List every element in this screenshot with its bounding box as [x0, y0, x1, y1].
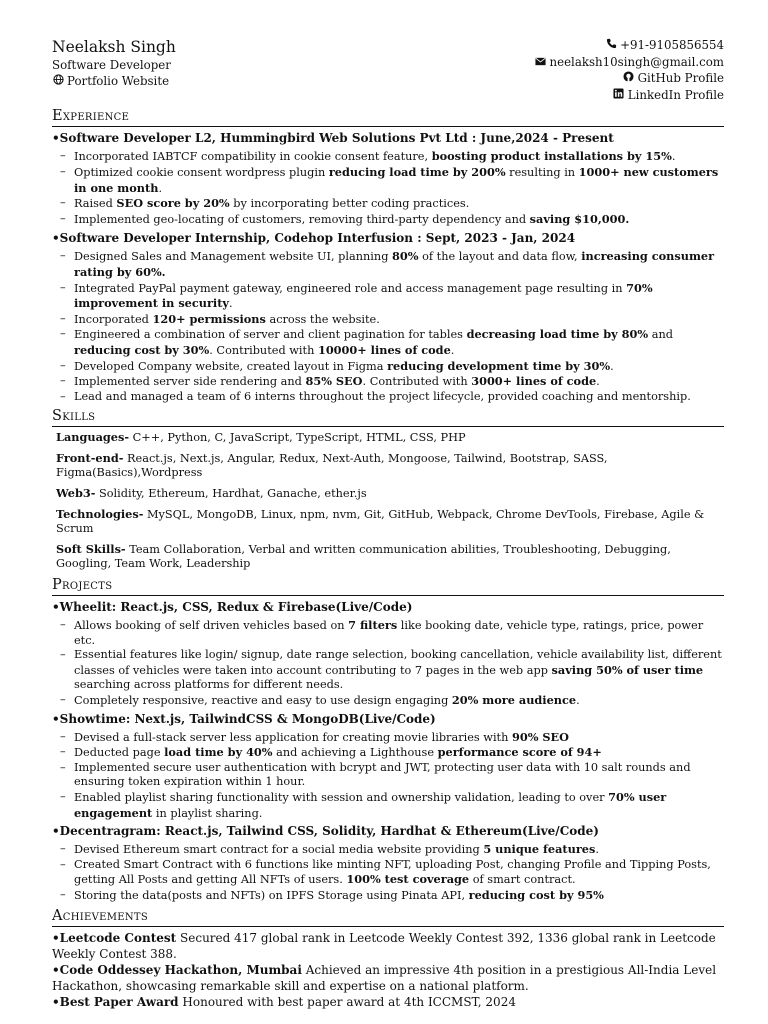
achievement-value: Secured 417 global rank in Leetcode Weekly Contest 392, 1336 global rank in Leetcode Weekly Contest 388.	[52, 930, 716, 961]
text-run: .	[576, 694, 580, 707]
project-bullet-item	[74, 790, 724, 821]
bold-text: 20% more audience	[451, 693, 577, 707]
bold-text: reducing development time by 30%	[387, 358, 611, 373]
text-run: Engineered a combination of server and client pagination for tables	[74, 328, 467, 342]
project-bullet-item	[74, 618, 724, 648]
text-run: .	[158, 181, 163, 195]
text-run: . Contributed with	[209, 343, 318, 357]
bullet-mark: •	[52, 994, 60, 1009]
globe-icon	[52, 74, 64, 91]
bold-text: performance score of 94+	[437, 745, 602, 760]
text-run: Essential features like login/ signup, date range selection, booking cancellation, vehicle availability list, different classes of vehicles were taken into account contributing to 7 pages in the web app	[74, 648, 722, 677]
text-run: .	[610, 359, 614, 373]
header-left	[52, 38, 176, 90]
text-run: and	[648, 328, 673, 342]
text-run: .	[595, 843, 599, 857]
bullet-mark: •	[52, 600, 60, 615]
linkedin-icon	[613, 88, 625, 105]
bold-text: 85% SEO	[305, 374, 363, 389]
text-run: .	[596, 375, 600, 389]
bold-text: saving $10,000.	[529, 211, 630, 226]
bold-text: 70% improvement in security	[74, 280, 653, 311]
bullet-mark: •	[52, 131, 60, 146]
job-bullet-item	[74, 149, 724, 165]
achievements-list	[52, 930, 724, 1010]
portfolio-link[interactable]	[52, 74, 176, 91]
skill-value: Solidity, Ethereum, Hardhat, Ganache, ether.js	[99, 487, 367, 501]
bold-text: saving 50% of user time	[551, 662, 704, 677]
github-link[interactable]	[534, 71, 724, 88]
skill-label: Soft Skills-	[56, 541, 126, 556]
project-bullets	[52, 842, 724, 903]
bold-text: 10000+ lines of code	[317, 342, 451, 357]
text-run: Storing the data(posts and NFTs) on IPFS Storage using Pinata API,	[74, 888, 469, 902]
skill-label: Web3-	[56, 486, 96, 501]
job-title-text: Software Developer Internship, Codehop Interfusion : Sept, 2023 - Jan, 2024	[59, 231, 576, 246]
achievement-value: Achieved an impressive 4th position in a prestigious All-India Level Hackathon, showcasing remarkable skill and expertise on a national platform.	[52, 962, 717, 993]
bold-text: 7 filters	[348, 618, 398, 633]
skill-label: Front-end-	[56, 450, 124, 465]
bullet-mark: •	[52, 824, 60, 839]
linkedin-label: LinkedIn Profile	[627, 87, 724, 102]
job-bullet-item	[74, 196, 724, 212]
text-run: Lead and managed a team of 6 interns throughout the project lifecycle, provided coaching and mentorship.	[74, 389, 691, 403]
skill-row	[56, 507, 724, 537]
text-run: Developed Company website, created layout in Figma	[74, 359, 388, 373]
job-bullet-item	[74, 374, 724, 390]
text-run: Devised Ethereum smart contract for a social media website providing	[74, 843, 484, 857]
email-address: neelaksh10singh@gmail.com	[549, 54, 724, 69]
skill-label: Languages-	[56, 430, 130, 445]
text-run: Integrated PayPal payment gateway, engineered role and access management page resulting in	[74, 281, 627, 295]
job-bullet-item	[74, 390, 724, 405]
job-bullet-item	[74, 312, 724, 328]
job-title	[52, 130, 724, 146]
project-bullet-item	[74, 761, 724, 790]
achievement-item	[52, 994, 724, 1010]
bold-text: reducing cost by 95%	[468, 887, 604, 902]
phone-contact[interactable]	[534, 38, 724, 55]
phone-icon	[605, 38, 617, 55]
section-title-experience: Experience	[52, 108, 724, 127]
achievement-item	[52, 930, 724, 962]
project-bullet-item	[74, 745, 724, 761]
job-bullet-item	[74, 249, 724, 280]
text-run: Allows booking of self driven vehicles based on	[74, 619, 349, 633]
project-bullet-item	[74, 842, 724, 858]
text-run: like booking date, vehicle type, ratings, price, power etc.	[74, 619, 704, 647]
text-run: Implemented server side rendering and	[74, 375, 306, 389]
text-run: and achieving a Lighthouse	[272, 746, 438, 760]
text-run: .	[229, 297, 233, 311]
text-run: .	[450, 343, 455, 357]
project-bullet-item	[74, 693, 724, 709]
section-title-projects: Projects	[52, 577, 724, 596]
skill-row	[56, 430, 724, 446]
project-bullets	[52, 618, 724, 709]
bold-text: increasing consumer rating by 60%.	[74, 249, 715, 279]
skill-row	[56, 542, 724, 572]
achievement-label: Code Oddessey Hackathon, Mumbai	[59, 962, 302, 977]
bold-text: 1000+ new customers in one month	[74, 164, 719, 195]
project-title[interactable]	[52, 823, 724, 839]
job-title-text: Software Developer L2, Hummingbird Web Solutions Pvt Ltd : June,2024 - Present	[59, 131, 614, 146]
bullet-mark: •	[52, 930, 60, 945]
github-label: GitHub Profile	[637, 71, 724, 86]
text-run: in playlist sharing.	[152, 806, 263, 820]
skills-list	[52, 430, 724, 572]
section-title-achievements: Achievements	[52, 908, 724, 927]
project-title-text: Showtime: Next.js, TailwindCSS & MongoDB(Live/Code)	[59, 711, 436, 726]
text-run: resulting in	[505, 165, 579, 179]
text-run: of smart contract.	[469, 873, 576, 887]
bold-text: load time by 40%	[164, 745, 273, 760]
skill-value: Team Collaboration, Verbal and written communication abilities, Troubleshooting, Debugging, Googling, Team Work, Leadership	[56, 542, 671, 571]
bullet-mark: •	[52, 711, 60, 726]
portfolio-label: Portfolio Website	[67, 73, 170, 88]
skill-row	[56, 451, 724, 481]
text-run: by incorporating better coding practices.	[229, 197, 470, 211]
resume-header	[52, 38, 724, 104]
text-run: across the website.	[265, 312, 380, 326]
project-bullet-item	[74, 648, 724, 693]
job-bullets	[52, 249, 724, 404]
skill-label: Technologies-	[56, 506, 144, 521]
bold-text: SEO score by 20%	[116, 196, 230, 211]
project-title[interactable]	[52, 599, 724, 615]
project-title-text: Wheelit: React.js, CSS, Redux & Firebase(Live/Code)	[59, 600, 413, 615]
job-bullet-item	[74, 327, 724, 358]
projects-list	[52, 599, 724, 904]
achievement-label: Best Paper Award	[59, 994, 179, 1009]
text-run: Optimized cookie consent wordpress plugin	[74, 165, 329, 179]
bold-text: reducing cost by 30%	[74, 342, 210, 357]
envelope-icon	[534, 56, 546, 72]
linkedin-link[interactable]	[534, 88, 724, 105]
achievement-item	[52, 962, 724, 994]
skill-row	[56, 486, 724, 502]
project-title-text: Decentragram: React.js, Tailwind CSS, Solidity, Hardhat & Ethereum(Live/Code)	[59, 824, 599, 839]
job-bullet-item	[74, 212, 724, 228]
text-run: of the layout and data flow,	[418, 250, 582, 264]
bold-text: 80%	[392, 249, 419, 264]
project-bullets	[52, 730, 724, 822]
skill-value: C++, Python, C, JavaScript, TypeScript, HTML, CSS, PHP	[132, 431, 466, 445]
skill-value: React.js, Next.js, Angular, Redux, Next-Auth, Mongoose, Tailwind, Bootstrap, SASS, Figma(Basics),Wordpress	[56, 451, 608, 480]
job-bullet-item	[74, 165, 724, 196]
bold-text: 120+ permissions	[152, 311, 266, 326]
bold-text: 90% SEO	[511, 729, 569, 744]
text-run: Designed Sales and Management website UI, planning	[74, 250, 393, 264]
experience-list	[52, 130, 724, 404]
text-run: Raised	[74, 197, 117, 211]
text-run: Implemented geo-locating of customers, removing third-party dependency and	[74, 212, 530, 226]
text-run: Enabled playlist sharing functionality with session and ownership validation, leading to over	[74, 790, 609, 804]
project-bullet-item	[74, 730, 724, 746]
text-run: Incorporated IABTCF compatibility in cookie consent feature,	[74, 150, 432, 164]
candidate-name: Neelaksh Singh	[52, 38, 176, 56]
job-bullet-item	[74, 281, 724, 312]
bold-text: reducing load time by 200%	[328, 164, 506, 179]
skill-value: MySQL, MongoDB, Linux, npm, nvm, Git, GitHub, Webpack, Chrome DevTools, Firebase, Agile & Scrum	[56, 507, 705, 536]
bold-text: 3000+ lines of code	[471, 374, 597, 389]
project-bullet-item	[74, 888, 724, 904]
bold-text: decreasing load time by 80%	[466, 327, 649, 342]
text-run: .	[671, 150, 676, 164]
header-right	[534, 38, 724, 104]
job-title	[52, 230, 724, 246]
job-bullet-item	[74, 359, 724, 375]
text-run: Incorporated	[74, 312, 153, 326]
text-run: Implemented secure user authentication with bcrypt and JWT, protecting user data with 10 salt rounds and ensuring token expiration within 1 hour.	[74, 760, 691, 789]
email-contact[interactable]	[534, 55, 724, 72]
section-title-skills: Skills	[52, 408, 724, 427]
achievement-value: Honoured with best paper award at 4th ICCMST, 2024	[182, 994, 516, 1009]
bold-text: 5 unique features	[483, 842, 596, 857]
text-run: . Contributed with	[362, 375, 472, 389]
bold-text: boosting product installations by 15%	[431, 149, 672, 164]
resume-page	[52, 38, 724, 1010]
candidate-role: Software Developer	[52, 58, 171, 72]
achievement-label: Leetcode Contest	[59, 930, 177, 945]
job-bullets	[52, 149, 724, 227]
text-run: Completely responsive, reactive and easy to use design engaging	[74, 694, 452, 707]
phone-number: +91-9105856554	[620, 38, 724, 52]
project-bullet-item	[74, 858, 724, 888]
project-title[interactable]	[52, 711, 724, 727]
text-run: Devised a full-stack server less application for creating movie libraries with	[74, 730, 512, 744]
text-run: Created Smart Contract with 6 functions like minting NFT, uploading Post, changing Profile and Tipping Posts, getting All Posts and getting All NFTs of users.	[74, 857, 711, 887]
bold-text: 70% user engagement	[74, 789, 667, 820]
text-run: Deducted page	[74, 746, 165, 760]
github-icon	[623, 71, 635, 88]
bullet-mark: •	[52, 962, 60, 977]
bullet-mark: •	[52, 231, 60, 246]
text-run: searching across platforms for different needs.	[74, 678, 344, 692]
bold-text: 100% test coverage	[346, 872, 470, 887]
